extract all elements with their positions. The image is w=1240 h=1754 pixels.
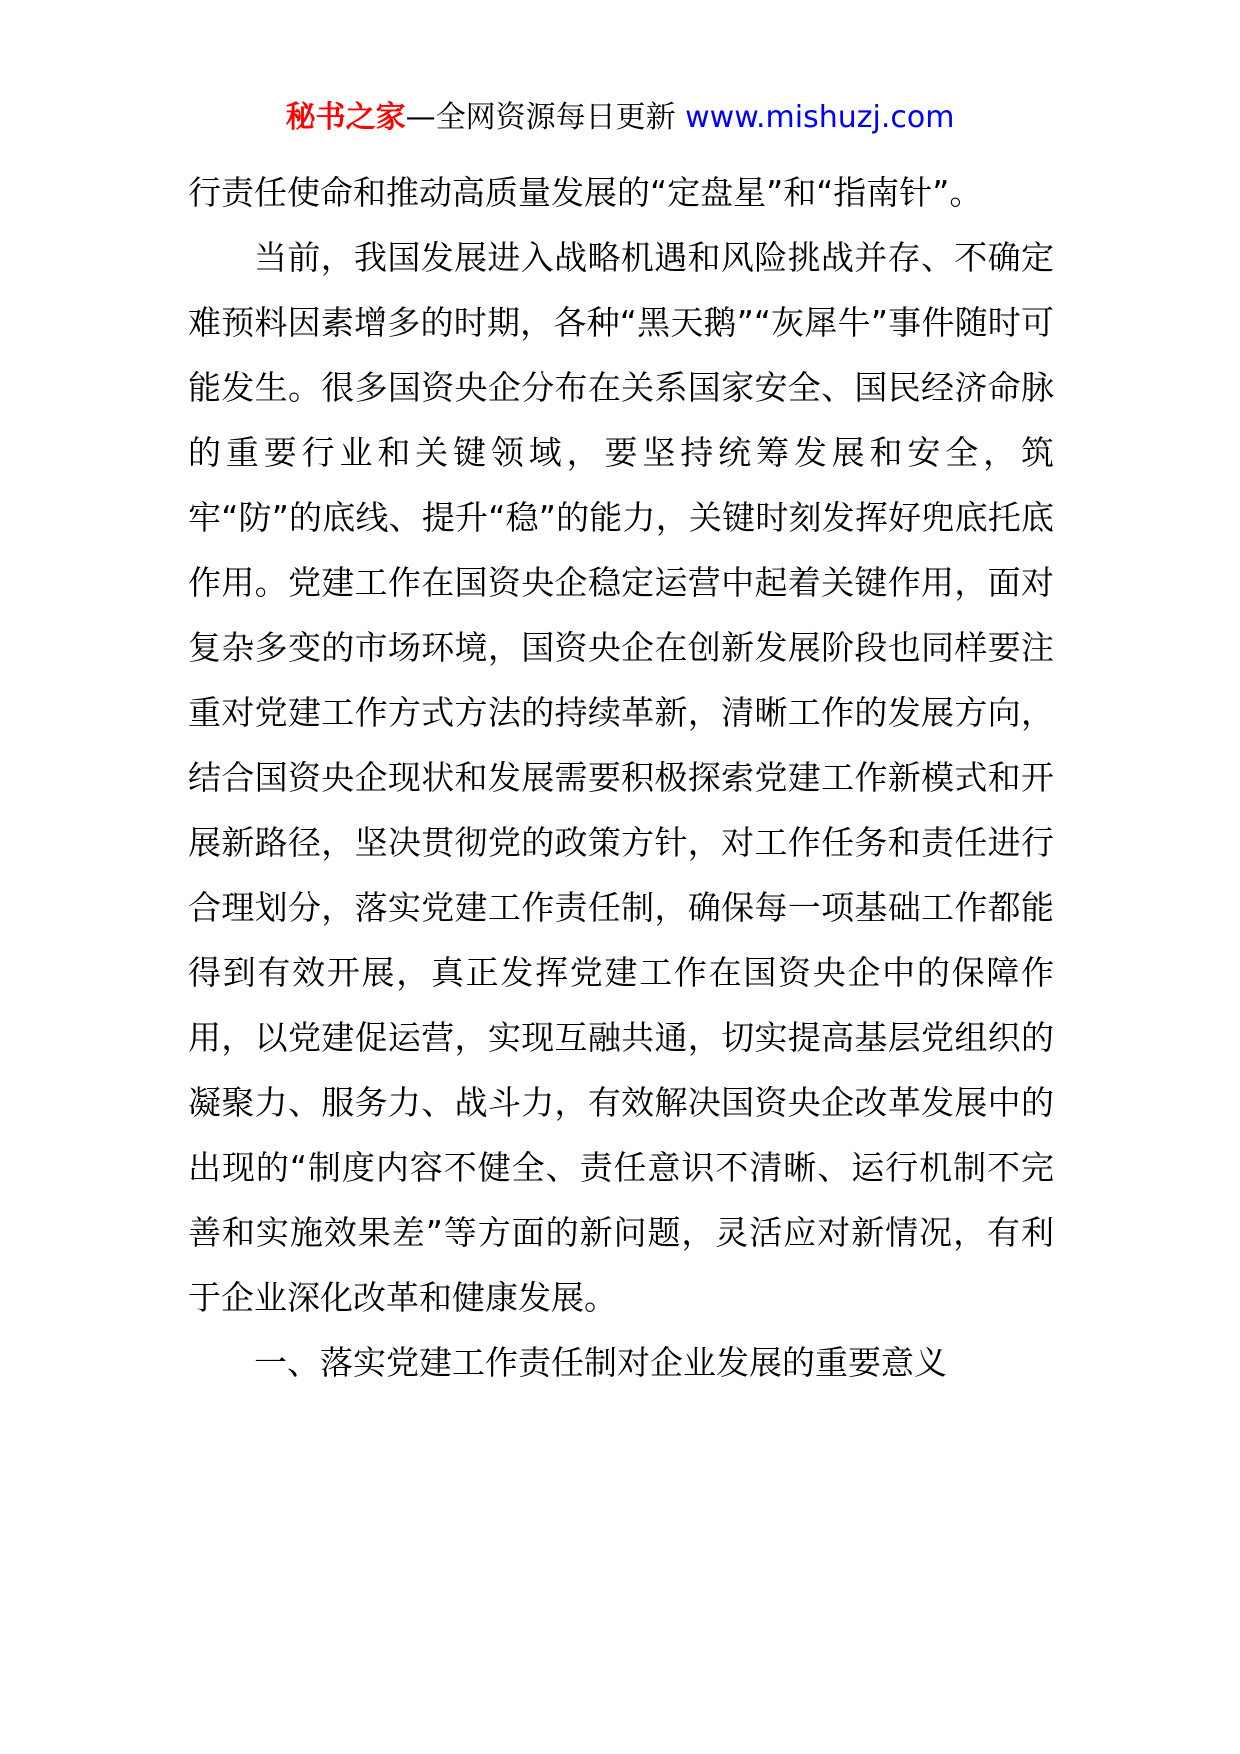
document-body [188, 160, 1054, 1395]
site-url-link[interactable]: www.mishuzj.com [685, 100, 955, 135]
section-heading: 一、落实党建工作责任制对企业发展的重要意义 [254, 1343, 947, 1382]
paragraph-continued: 行责任使命和推动高质量发展的“定盘星”和“指南针”。 [188, 173, 983, 212]
site-tagline: —全网资源每日更新 [405, 100, 686, 135]
site-header [0, 98, 1240, 138]
site-brand: 秘书之家 [285, 100, 406, 135]
paragraph-main: 当前，我国发展进入战略机遇和风险挑战并存、不确定难预料因素增多的时期，各种“黑天鹅”“灰犀牛”事件随时可能发生。很多国资央企分布在关系国家安全、国民经济命脉的重要行业和关键领域，要坚持统筹发展和安全，筑牢“防”的底线、提升“稳”的能力，关键时刻发挥好兜底托底作用。党建工作在国资央企稳定运营中起着关键作用，面对复杂多变的市场环境，国资央企在创新发展阶段也同样要注重对党建工作方式方法的持续革新，清晰工作的发展方向，结合国资央企现状和发展需要积极探索党建工作新模式和开展新路径，坚决贯彻党的政策方针，对工作任务和责任进行合理划分，落实党建工作责任制，确保每一项基础工作都能得到有效开展，真正发挥党建工作在国资央企中的保障作用，以党建促运营，实现互融共通，切实提高基层党组织的凝聚力、服务力、战斗力，有效解决国资央企改革发展中的出现的“制度内容不健全、责任意识不清晰、运行机制不完善和实施效果差”等方面的新问题，灵活应对新情况，有利于企业深化改革和健康发展。 [188, 238, 1054, 1317]
